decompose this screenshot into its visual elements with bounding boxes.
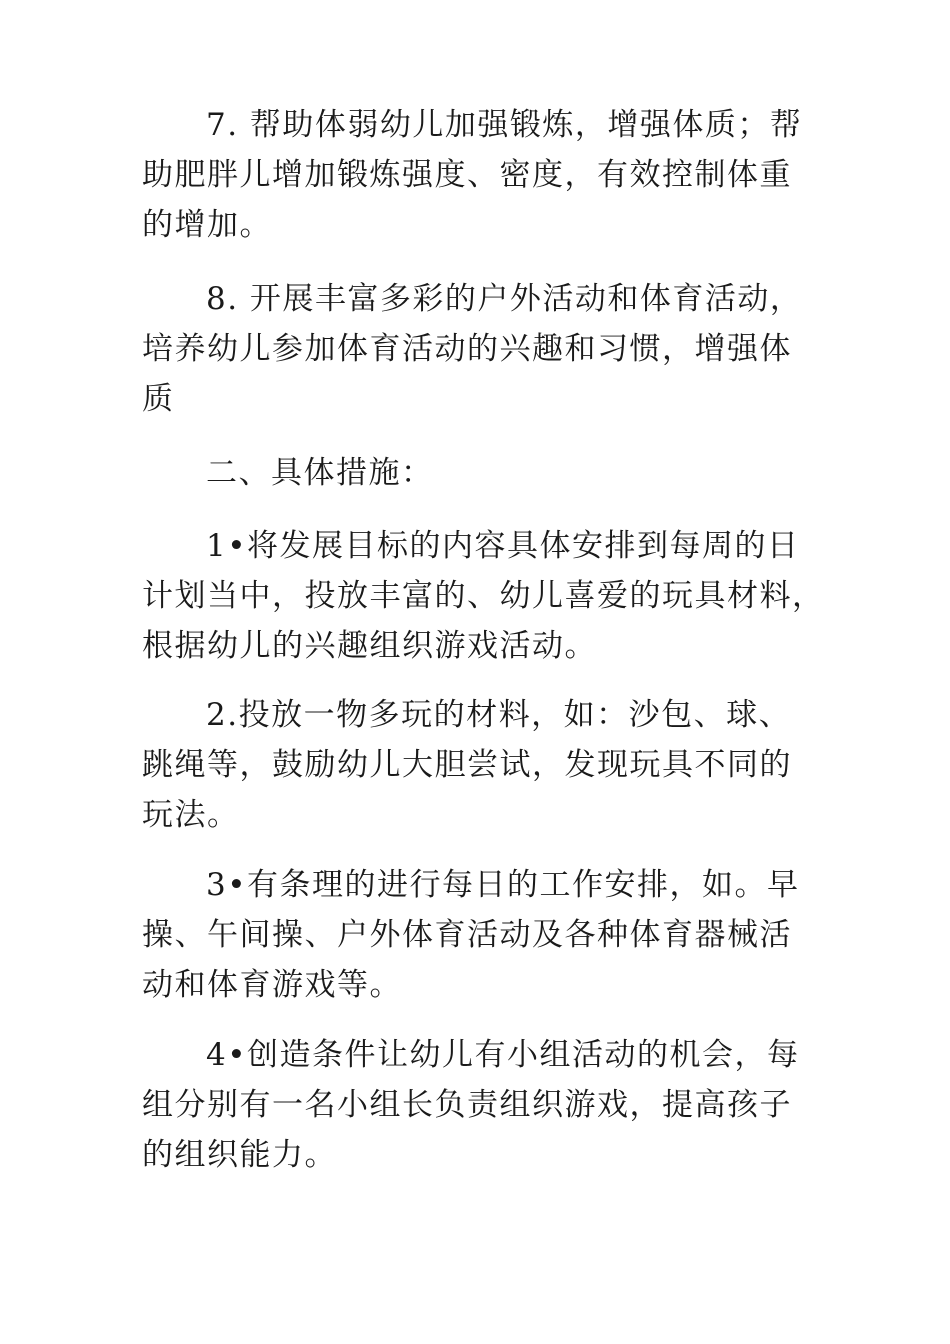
- text-line: 动和体育游戏等。: [142, 967, 402, 1003]
- text-line: 7. 帮助体弱幼儿加强锻炼，增强体质；帮: [206, 107, 803, 143]
- text-line: 质: [142, 381, 175, 417]
- text-line: 计划当中，投放丰富的、幼儿喜爱的玩具材料，: [142, 578, 825, 614]
- heading-text: 二、具体措施：: [206, 455, 434, 491]
- text-line: 的组织能力。: [142, 1137, 337, 1173]
- text-line: 的增加。: [142, 207, 272, 243]
- text-line: 助肥胖儿增加锻炼强度、密度，有效控制体重: [142, 157, 792, 193]
- text-line: 2.投放一物多玩的材料，如：沙包、球、: [206, 697, 792, 733]
- text-line: 操、午间操、户外体育活动及各种体育器械活: [142, 917, 792, 953]
- text-line: 1•将发展目标的内容具体安排到每周的日: [206, 528, 800, 564]
- measure-item-4: [142, 1030, 814, 1180]
- section-heading: [142, 448, 814, 498]
- text-line: 根据幼儿的兴趣组织游戏活动。: [142, 628, 597, 664]
- measure-item-1: [142, 521, 825, 671]
- text-line: 组分别有一名小组长负责组织游戏，提高孩子: [142, 1087, 792, 1123]
- text-line: 跳绳等，鼓励幼儿大胆尝试，发现玩具不同的: [142, 747, 792, 783]
- text-line: 3•有条理的进行每日的工作安排，如。早: [206, 867, 800, 903]
- paragraph-item-8: [142, 274, 814, 424]
- paragraph-item-7: [142, 100, 814, 250]
- text-line: 玩法。: [142, 797, 240, 833]
- measure-item-2: [142, 690, 814, 840]
- text-line: 4•创造条件让幼儿有小组活动的机会，每: [206, 1037, 800, 1073]
- text-line: 培养幼儿参加体育活动的兴趣和习惯，增强体: [142, 331, 792, 367]
- measure-item-3: [142, 860, 814, 1010]
- text-line: 8. 开展丰富多彩的户外活动和体育活动，: [206, 281, 803, 317]
